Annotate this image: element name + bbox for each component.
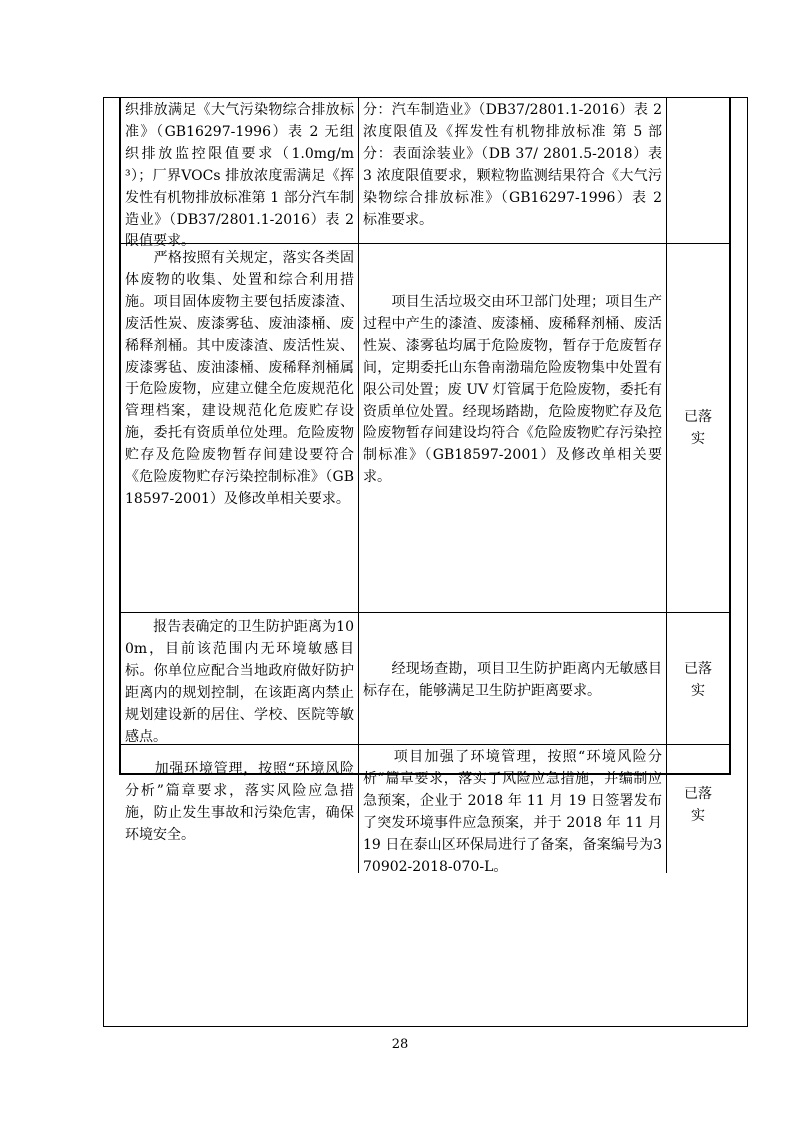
requirement-text: 加强环境管理，按照“环境风险分析”篇章要求，落实风险应急措施，防止发生事故和污染危害，确保环境安全。: [125, 761, 354, 843]
compliance-table: [119, 97, 731, 875]
implementation-text: 经现场查勘，项目卫生防护距离内无敏感目标存在，能够满足卫生防护距离要求。: [363, 661, 662, 699]
table-row: [121, 97, 729, 250]
implementation-text: 项目生活垃圾交由环卫部门处理；项目生产过程中产生的漆渣、废漆桶、废稀释剂桶、废活性炭、漆雾毡均属于危险废物，暂存于危废暂存间，定期委托山东鲁南渤瑞危险废物集中处置有限公司处置；废 UV 灯管属于危险废物，委托有资质单位处置。经现场踏勘，危险废物贮存及危险废物暂存间建设均符合《危险废物贮存污染控制标准》（GB18597-2001）及修改单相关要求。: [363, 294, 662, 486]
implementation-text: 分：汽车制造业》（DB37/2801.1-2016）表 2 浓度限值及《挥发性有机物排放标准 第 5 部分：表面涂装业》（DB 37/ 2801.5-2018）表 3 浓度限值要求，颗粒物监测结果符合《大气污染物综合排放标准》（GB16297-1996）表 2 标准要求。: [363, 102, 667, 228]
implementation-text: 项目加强了环境管理，按照“环境风险分析”篇章要求，落实了风险应急措施，并编制应急预案，企业于 2018 年 11 月 19 日签署发布了突发环境事件应急预案，并于 2018 年 11 月 19 日在泰山区环保局进行了备案，备案编号为370902-2018-070-L。: [363, 749, 667, 875]
table-row: [121, 244, 729, 613]
implementation-cell: [359, 745, 667, 873]
requirement-text: 织排放满足《大气污染物综合排放标准》（GB16297-1996）表 2 无组织排放监控限值要求（1.0mg/m³）；厂界VOCs 排放浓度需满足《挥发性有机物排放标准第 1 部分汽车制造业》（DB37/2801.1-2016）表 2 限值要求。: [125, 102, 359, 250]
requirement-cell: [121, 97, 359, 250]
status-badge: 已落实: [684, 661, 712, 699]
requirement-cell: [121, 745, 359, 873]
implementation-cell: [359, 97, 667, 243]
table-row: [121, 613, 729, 745]
status-cell: [667, 244, 729, 612]
status-cell: [667, 613, 729, 744]
status-cell: [667, 745, 729, 873]
implementation-cell: [359, 244, 667, 612]
implementation-cell: [359, 613, 667, 744]
status-badge: 已落实: [684, 409, 712, 447]
status-cell: [667, 97, 729, 243]
page-number: 28: [391, 1037, 409, 1052]
requirement-text: 报告表确定的卫生防护距离为100m，目前该范围内无环境敏感目标。你单位应配合当地政府做好防护距离内的规划控制，在该距离内禁止规划建设新的居住、学校、医院等敏感点。: [125, 619, 354, 745]
status-badge: 已落实: [684, 786, 712, 824]
requirement-cell: [121, 613, 359, 744]
requirement-cell: [121, 244, 359, 612]
requirement-text: 严格按照有关规定，落实各类固体废物的收集、处置和综合利用措施。项目固体废物主要包括废漆渣、废活性炭、废漆雾毡、废油漆桶、废稀释剂桶。其中废漆渣、废活性炭、废漆雾毡、废油漆桶、废稀释剂桶属于危险废物，应建立健全危废规范化管理档案，建设规范化危废贮存设施，委托有资质单位处理。危险废物贮存及危险废物暂存间建设要符合《危险废物贮存污染控制标准》（GB18597-2001）及修改单相关要求。: [125, 250, 354, 507]
table-row: [121, 745, 729, 873]
